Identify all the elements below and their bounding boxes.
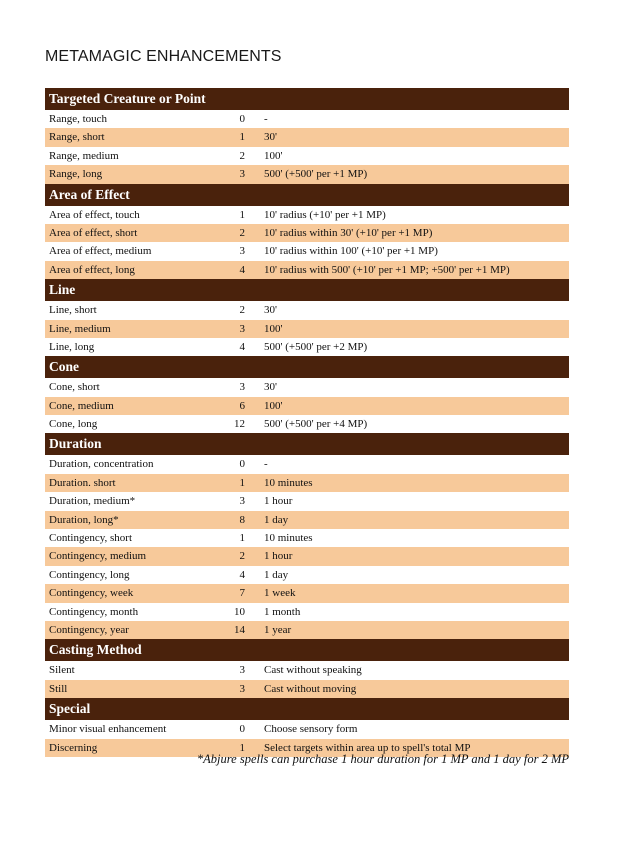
enhancement-cost: 1 <box>239 131 245 144</box>
enhancement-effect: 1 day <box>264 568 289 581</box>
table-row <box>45 603 569 621</box>
enhancement-effect: 100' <box>264 322 283 335</box>
table-row <box>45 301 569 319</box>
enhancement-cost: 0 <box>239 458 245 471</box>
table-row <box>45 511 569 529</box>
enhancement-cost: 2 <box>239 304 245 317</box>
enhancement-effect: 1 year <box>264 623 292 636</box>
enhancement-cost: 0 <box>239 723 245 736</box>
enhancement-name: Contingency, year <box>49 623 129 636</box>
enhancement-cost: 1 <box>239 741 245 754</box>
enhancement-cost: 1 <box>239 532 245 545</box>
enhancement-cost: 3 <box>239 682 245 695</box>
enhancement-cost: 3 <box>239 381 245 394</box>
section-header: Cone <box>45 356 569 378</box>
enhancement-name: Contingency, short <box>49 532 132 545</box>
enhancement-cost: 3 <box>239 168 245 181</box>
enhancement-cost: 8 <box>239 513 245 526</box>
enhancement-cost: 4 <box>239 568 245 581</box>
enhancement-cost: 1 <box>239 476 245 489</box>
table-row <box>45 165 569 183</box>
enhancement-effect: 100' <box>264 149 283 162</box>
enhancement-cost: 6 <box>239 399 245 412</box>
section-header: Duration <box>45 433 569 455</box>
table-row <box>45 566 569 584</box>
enhancement-name: Contingency, long <box>49 568 130 581</box>
page-title: METAMAGIC ENHANCEMENTS <box>45 48 282 65</box>
enhancement-cost: 10 <box>234 605 245 618</box>
table-row <box>45 474 569 492</box>
enhancement-name: Cone, medium <box>49 399 114 412</box>
enhancement-cost: 1 <box>239 208 245 221</box>
enhancement-name: Line, medium <box>49 322 111 335</box>
enhancement-name: Contingency, medium <box>49 550 147 563</box>
enhancement-name: Area of effect, short <box>49 226 138 239</box>
enhancement-name: Duration, long* <box>49 513 119 526</box>
table-row <box>45 338 569 356</box>
enhancement-effect: 30' <box>264 304 277 317</box>
enhancement-cost: 14 <box>234 623 245 636</box>
enhancement-cost: 2 <box>239 226 245 239</box>
enhancement-name: Contingency, week <box>49 587 134 600</box>
enhancement-cost: 4 <box>239 340 245 353</box>
enhancement-name: Range, long <box>49 168 103 181</box>
enhancement-cost: 3 <box>239 495 245 508</box>
section-header: Casting Method <box>45 639 569 661</box>
table-row <box>45 242 569 260</box>
enhancement-cost: 0 <box>239 113 245 125</box>
table-row <box>45 720 569 738</box>
enhancement-name: Area of effect, touch <box>49 208 140 221</box>
table-row <box>45 492 569 510</box>
enhancement-cost: 4 <box>239 263 245 276</box>
table-row <box>45 661 569 679</box>
table-row <box>45 529 569 547</box>
enhancement-name: Still <box>49 682 68 695</box>
enhancement-name: Minor visual enhancement <box>49 723 167 736</box>
enhancement-name: Duration. short <box>49 476 116 489</box>
enhancement-effect: - <box>264 113 268 125</box>
enhancement-effect: Cast without speaking <box>264 664 362 677</box>
enhancement-name: Range, touch <box>49 113 108 125</box>
enhancement-effect: 500' (+500' per +4 MP) <box>264 418 368 431</box>
table-row <box>45 320 569 338</box>
enhancement-cost: 3 <box>239 245 245 258</box>
enhancement-name: Discerning <box>49 741 98 754</box>
table-row <box>45 147 569 165</box>
enhancement-cost: 7 <box>239 587 245 600</box>
enhancement-cost: 2 <box>239 550 245 563</box>
enhancement-effect: 500' (+500' per +1 MP) <box>264 168 368 181</box>
enhancement-cost: 3 <box>239 664 245 677</box>
enhancement-name: Line, long <box>49 340 95 353</box>
enhancement-name: Duration, medium* <box>49 495 136 508</box>
enhancement-cost: 2 <box>239 149 245 162</box>
table-row <box>45 680 569 698</box>
enhancement-effect: 500' (+500' per +2 MP) <box>264 340 368 353</box>
enhancement-effect: 1 hour <box>264 550 293 563</box>
enhancement-effect: 10' radius with 500' (+10' per +1 MP; +500' per +1 MP) <box>264 263 510 276</box>
table-row <box>45 547 569 565</box>
table-row <box>45 378 569 396</box>
enhancement-name: Duration, concentration <box>49 458 154 471</box>
enhancement-cost: 3 <box>239 322 245 335</box>
table-row <box>45 128 569 146</box>
enhancement-name: Range, short <box>49 131 105 144</box>
enhancement-effect: 1 month <box>264 605 301 618</box>
enhancement-effect: 10' radius within 30' (+10' per +1 MP) <box>264 226 433 239</box>
enhancement-effect: 10 minutes <box>264 532 313 545</box>
enhancement-effect: 30' <box>264 131 277 144</box>
enhancement-name: Cone, short <box>49 381 100 394</box>
table-row <box>45 397 569 415</box>
enhancement-cost: 12 <box>234 418 245 431</box>
enhancement-name: Area of effect, long <box>49 263 135 276</box>
enhancement-effect: 100' <box>264 399 283 412</box>
section-header: Line <box>45 279 569 301</box>
enhancement-effect: - <box>264 458 268 471</box>
table-row <box>45 584 569 602</box>
enhancement-effect: Select targets within area up to spell's total MP <box>264 741 471 754</box>
table-row <box>45 206 569 224</box>
footnote: *Abjure spells can purchase 1 hour duration for 1 MP and 1 day for 2 MP <box>196 752 569 766</box>
enhancement-effect: 10' radius within 100' (+10' per +1 MP) <box>264 245 438 258</box>
enhancement-name: Range, medium <box>49 149 119 162</box>
table-row <box>45 261 569 279</box>
enhancement-name: Line, short <box>49 304 97 317</box>
section-header: Area of Effect <box>45 184 569 206</box>
enhancement-name: Contingency, month <box>49 605 139 618</box>
enhancement-effect: 30' <box>264 381 277 394</box>
enhancement-effect: 10' radius (+10' per +1 MP) <box>264 208 386 221</box>
enhancement-effect: 10 minutes <box>264 476 313 489</box>
table-row <box>45 224 569 242</box>
enhancement-effect: 1 day <box>264 513 289 526</box>
enhancement-effect: Cast without moving <box>264 682 357 695</box>
enhancement-name: Cone, long <box>49 418 98 431</box>
table-row <box>45 621 569 639</box>
enhancement-effect: Choose sensory form <box>264 723 358 736</box>
table-row <box>45 415 569 433</box>
table-row <box>45 455 569 473</box>
section-header: Targeted Creature or Point <box>45 88 569 110</box>
enhancement-name: Area of effect, medium <box>49 245 152 258</box>
enhancement-effect: 1 hour <box>264 495 293 508</box>
enhancements-table <box>45 88 569 757</box>
section-header: Special <box>45 698 569 720</box>
enhancement-effect: 1 week <box>264 587 296 600</box>
enhancement-name: Silent <box>49 664 75 677</box>
table-row <box>45 110 569 128</box>
